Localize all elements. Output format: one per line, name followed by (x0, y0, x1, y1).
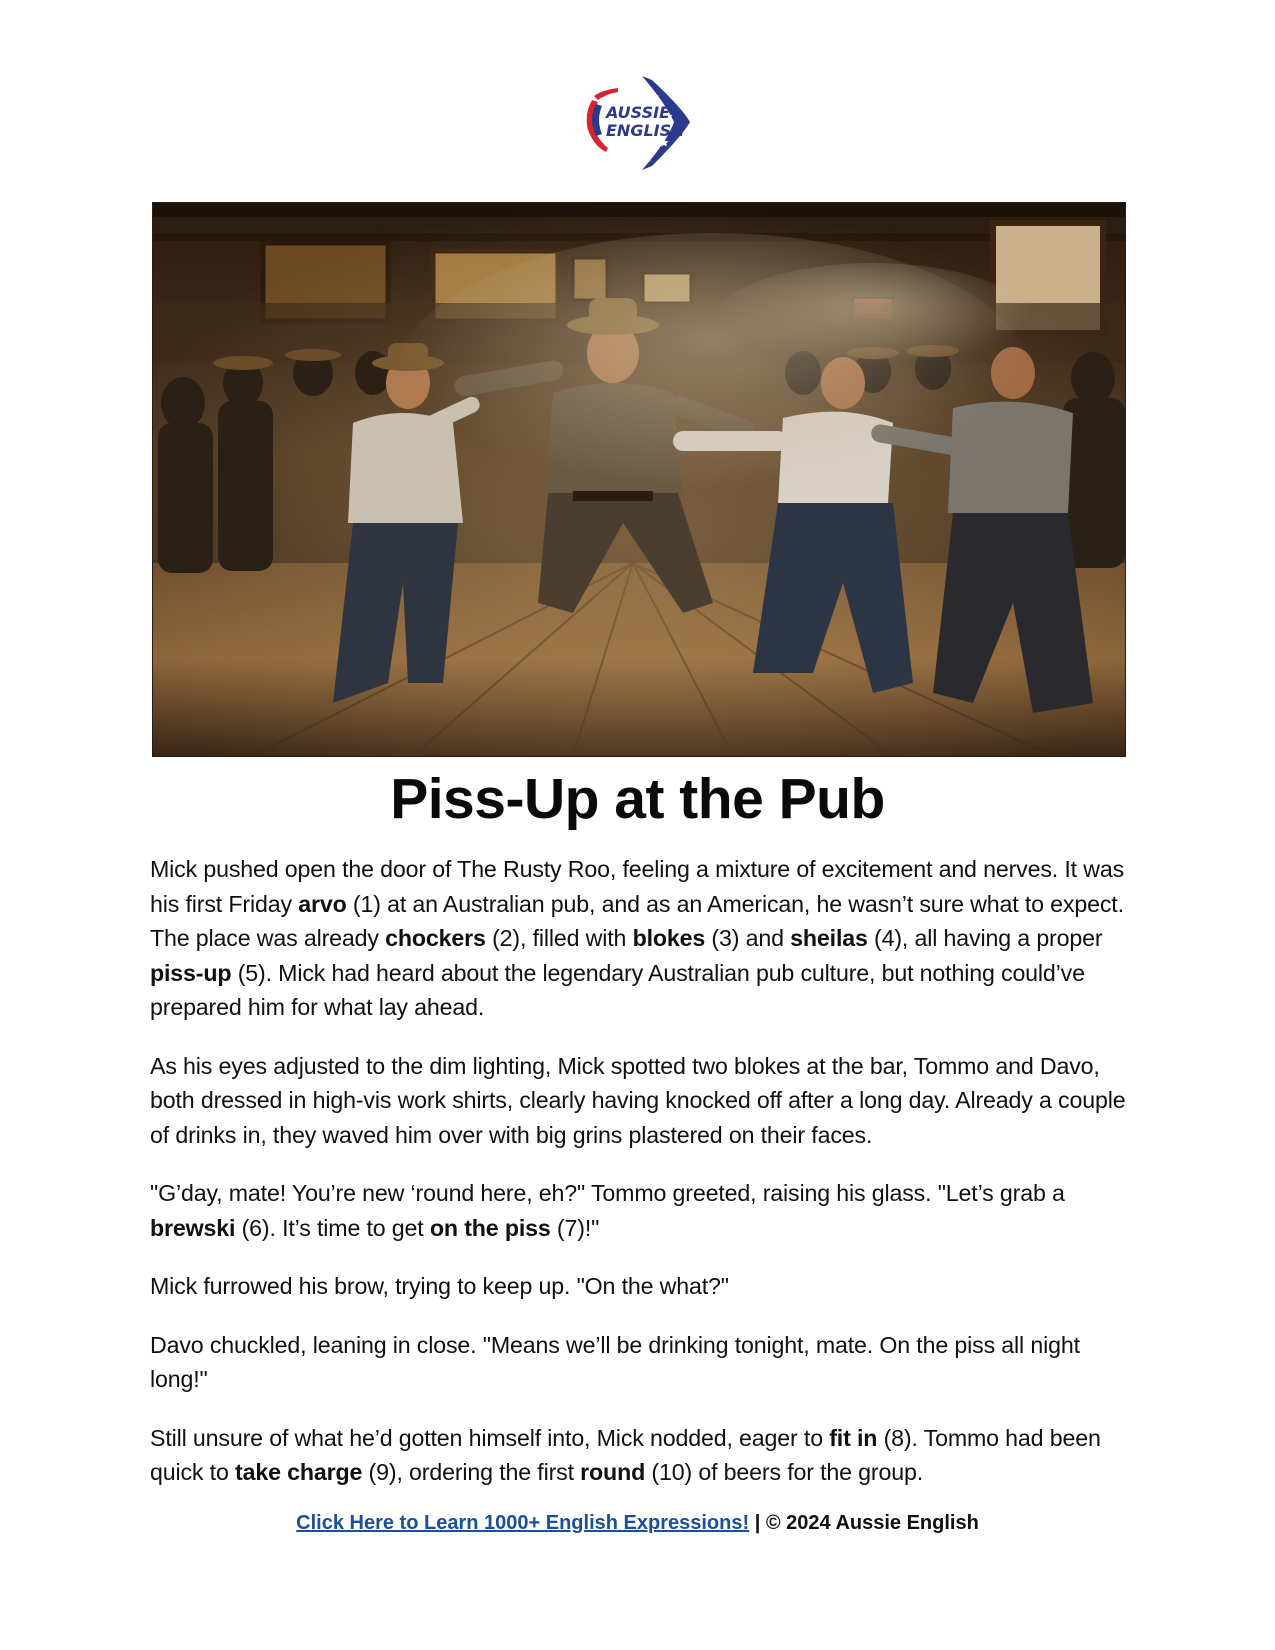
aussie-english-logo (578, 74, 694, 170)
story-text: (8). Tommo had been quick to (150, 1424, 1101, 1485)
vocab-term: chockers (385, 925, 486, 951)
story-text: (3) and (705, 925, 791, 951)
story-text: (9), ordering the first (362, 1459, 581, 1485)
story-text: As his eyes adjusted to the dim lighting, Mick spotted two blokes at the bar, Tommo and Davo, both dressed in high-vis work shirts, clearly having knocked off after a long day. Already a couple of drinks in, they waved him over with big grins plastered on their faces. (150, 1052, 1126, 1148)
story-body (150, 852, 1135, 1514)
story-text: (10) of beers for the group. (645, 1459, 924, 1485)
story-paragraph (150, 1328, 1135, 1397)
story-text: Mick pushed open the door of The Rusty Roo, feeling a mixture of excitement and nerves. It was his first Friday (150, 856, 1125, 917)
story-paragraph (150, 1176, 1135, 1245)
story-paragraph (150, 1049, 1135, 1153)
learn-expressions-link[interactable]: Click Here to Learn 1000+ English Expressions! (296, 1512, 750, 1534)
story-text: (7)!" (550, 1214, 600, 1241)
story-text: (5). Mick had heard about the legendary Australian pub culture, but nothing could’ve prepared him for what lay ahead. (150, 959, 1085, 1020)
story-paragraph (150, 852, 1135, 1025)
vocab-term: sheilas (790, 925, 868, 951)
story-text: Still unsure of what he’d gotten himself into, Mick nodded, eager to (150, 1424, 830, 1451)
story-text: Davo chuckled, leaning in close. "Means we’ll be drinking tonight, mate. On the piss all night long!" (150, 1331, 1080, 1392)
footer (0, 1512, 1275, 1535)
pub-fight-painting-image (152, 202, 1126, 757)
vocab-term: take charge (235, 1459, 363, 1485)
story-paragraph (150, 1421, 1135, 1490)
vocab-term: round (580, 1459, 646, 1485)
vocab-term: piss-up (150, 959, 232, 986)
boomerang-icon (578, 74, 694, 170)
story-text: Mick furrowed his brow, trying to keep up. "On the what?" (150, 1273, 729, 1299)
logo-line1: AUSSIE (606, 103, 671, 122)
story-text: (1) at an Australian pub, and as an American, he wasn’t sure what to expect. The place was already (150, 890, 1124, 951)
story-title: Piss-Up at the Pub (390, 767, 885, 831)
vocab-term: on the piss (429, 1214, 551, 1241)
logo-line2: ENGLISH (606, 121, 685, 140)
story-text: (2), filled with (485, 925, 633, 951)
story-paragraph (150, 1269, 1135, 1304)
vocab-term: blokes (632, 925, 706, 951)
story-text: (6). It’s time to get (235, 1214, 430, 1241)
vocab-term: brewski (150, 1214, 236, 1241)
vocab-term: arvo (298, 890, 347, 917)
story-text: "G’day, mate! You’re new ‘round here, eh?" Tommo greeted, raising his glass. "Let’s grab a (150, 1180, 1065, 1206)
copyright-text: | © 2024 Aussie English (749, 1512, 979, 1534)
story-text: (4), all having a proper (867, 925, 1103, 951)
vocab-term: fit in (829, 1424, 878, 1451)
